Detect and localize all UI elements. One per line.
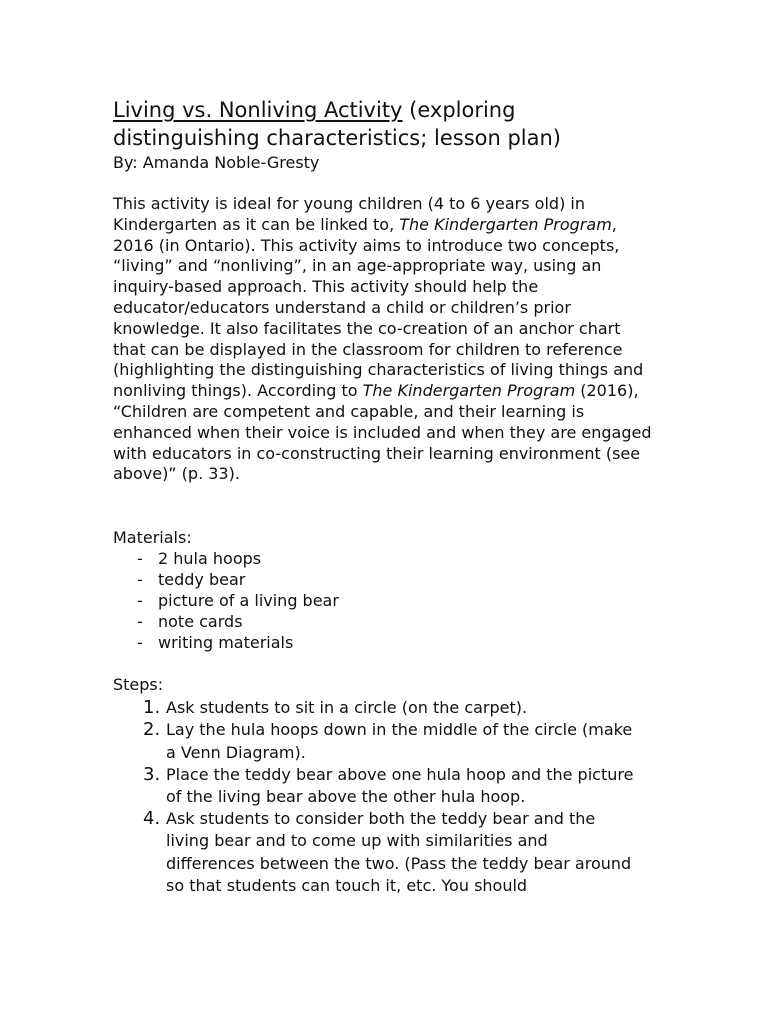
spacer: [113, 653, 658, 674]
steps-label: Steps:: [113, 675, 164, 695]
dash-bullet: -: [137, 612, 143, 632]
intro-italic-1: The Kindergarten Program: [399, 214, 612, 234]
dash-bullet: -: [137, 549, 143, 569]
step-number: 3.: [143, 763, 161, 785]
title-subtitle-2: distinguishing characteristics; lesson plan): [113, 126, 562, 150]
material-item: writing materials: [158, 633, 294, 653]
byline: By: Amanda Noble-Gresty: [113, 153, 320, 172]
intro-text-1: This activity is ideal for young children (4 to 6 years old) in Kindergarten as it can be linked to,: [113, 194, 585, 234]
step-text: Ask students to consider both the teddy bear and the living bear and to come up with similarities and differences between the two. (Pass the teddy bear around so that students can touch it, etc. You should: [166, 809, 632, 895]
title-main: Living vs. Nonliving Activity: [113, 98, 403, 122]
list-item: [137, 632, 658, 653]
step-number: 2.: [143, 719, 161, 741]
material-item: picture of a living bear: [158, 591, 339, 611]
list-item: [137, 590, 658, 611]
intro-paragraph: [113, 194, 658, 485]
material-item: teddy bear: [158, 570, 246, 590]
step-text: Ask students to sit in a circle (on the carpet).: [166, 698, 528, 718]
list-item: [137, 611, 658, 632]
document-page: [113, 96, 658, 897]
step-number: 1.: [143, 697, 161, 719]
list-item: [143, 719, 658, 763]
title-subtitle-1: (exploring: [402, 98, 516, 122]
intro-text-3: (2016), “Children are competent and capable, and their learning is enhanced when their voice is included and when they are engaged with educators in co-constructing their learning environment (see above)” (p. 33).: [113, 381, 652, 484]
material-item: note cards: [158, 612, 243, 632]
document-title: [113, 96, 658, 152]
dash-bullet: -: [137, 633, 143, 653]
list-item: [143, 764, 658, 808]
materials-list: [113, 548, 658, 653]
list-item: [143, 808, 658, 897]
steps-list: [113, 697, 658, 897]
step-text: Lay the hula hoops down in the middle of the circle (make a Venn Diagram).: [166, 720, 633, 762]
step-text: Place the teddy bear above one hula hoop and the picture of the living bear above the other hula hoop.: [166, 764, 634, 806]
list-item: [137, 548, 658, 569]
dash-bullet: -: [137, 591, 143, 611]
step-number: 4.: [143, 808, 161, 830]
intro-text-2: , 2016 (in Ontario). This activity aims to introduce two concepts, “living” and “nonliving”, in an age-appropriate way, using an inquiry-based approach. This activity should help the educator/educators understand a child or children’s prior knowledge. It also facilitates the co-creation of an anchor chart that can be displayed in the classroom for children to reference (highlighting the distinguishing characteristics of living things and nonliving things). According to: [113, 214, 644, 401]
list-item: [143, 697, 658, 719]
dash-bullet: -: [137, 570, 143, 590]
materials-label: Materials:: [113, 528, 192, 548]
material-item: 2 hula hoops: [158, 549, 262, 569]
list-item: [137, 569, 658, 590]
intro-italic-2: The Kindergarten Program: [362, 381, 576, 401]
spacer: [113, 485, 658, 527]
